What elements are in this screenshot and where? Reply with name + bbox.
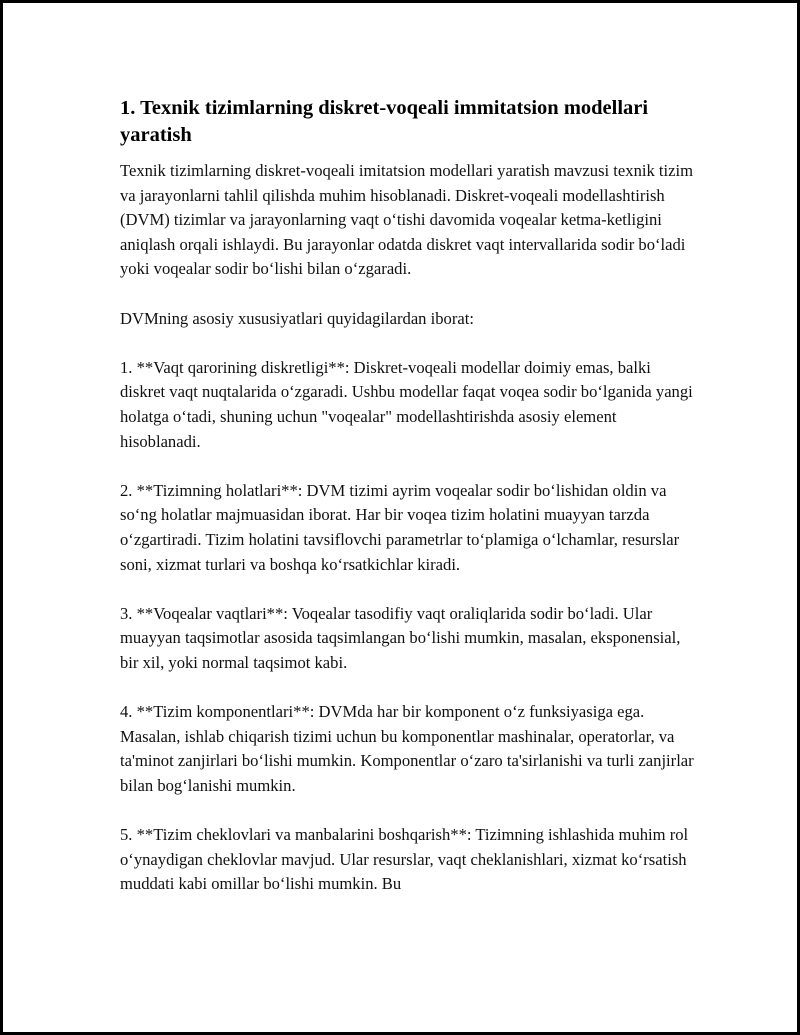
feature-item-3: 3. **Voqealar vaqtlari**: Voqealar tasodifiy vaqt oraliqlarida sodir bo‘ladi. Ular muayyan taqsimotlar asosida taqsimlangan bo‘lishi mumkin, masalan, eksponensial, bir xil, yoki normal taqsimot kabi. [120,603,681,672]
feature-item-5: 5. **Tizim cheklovlari va manbalarini boshqarish**: Tizimning ishlashida muhim rol o‘ynaydigan cheklovlar mavjud. Ular resurslar, vaqt cheklanishlari, xizmat ko‘rsatish muddati kabi omillar bo‘lishi mumkin. Bu [120,825,689,894]
feature-item-2: 2. **Tizimning holatlari**: DVM tizimi ayrim voqealar sodir bo‘lishidan oldin va so‘ng holatlar majmuasidan iborat. Har bir voqea tizim holatini muayyan tarzda o‘zgartiradi. Tizim holatini tavsiflovchi parametrlar to‘plamiga o‘lchamlar, resurslar soni, xizmat turlari va boshqa ko‘rsatkichlar kiradi. [120,480,680,574]
feature-item-1: 1. **Vaqt qarorining diskretligi**: Diskret-voqeali modellar doimiy emas, balki diskret vaqt nuqtalarida o‘zgaradi. Ushbu modellar faqat voqea sodir bo‘lganida yangi holatga o‘tadi, shuning uchun "voqealar" modellashtirishda asosiy element hisoblanadi. [120,357,693,451]
feature-item-4: 4. **Tizim komponentlari**: DVMda har bir komponent o‘z funksiyasiga ega. Masalan, ishlab chiqarish tizimi uchun bu komponentlar mashinalar, operatorlar, va ta'minot zanjirlari bo‘lishi mumkin. Komponentlar o‘zaro ta'sirlanishi va turli zanjirlar bilan bog‘lanishi mumkin. [120,702,694,795]
document-title: 1. Texnik tizimlarning diskret-voqeali immitatsion modellari yaratish [120,97,649,146]
document-content [120,95,700,921]
features-intro-paragraph: DVMning asosiy xususiyatlari quyidagilardan iborat: [120,308,474,328]
intro-paragraph: Texnik tizimlarning diskret-voqeali imitatsion modellari yaratish mavzusi texnik tizim va jarayonlarni tahlil qilishda muhim hisoblanadi. Diskret-voqeali modellashtirish (DVM) tizimlar va jarayonlarning vaqt o‘tishi davomida voqealar ketma-ketligini aniqlash orqali ishlaydi. Bu jarayonlar odatda diskret vaqt intervallarida sodir bo‘ladi yoki voqealar sodir bo‘lishi bilan o‘zgaradi. [120,161,694,279]
